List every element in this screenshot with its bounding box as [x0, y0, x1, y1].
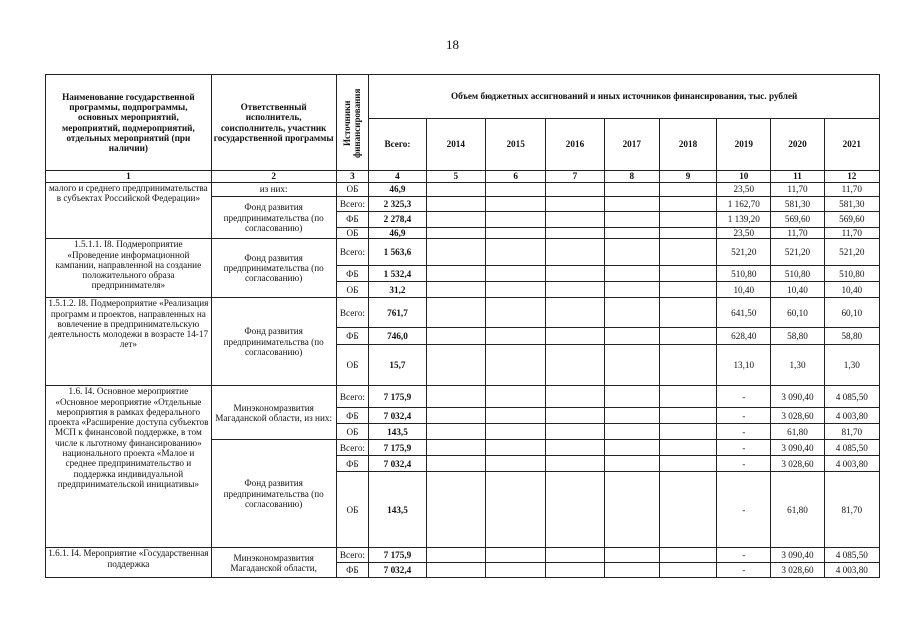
- row-source: ФБ: [336, 563, 369, 578]
- row-2021: 81,70: [824, 424, 879, 440]
- row-2021: 60,10: [824, 298, 879, 328]
- row-responsible: Минэкономразвития Магаданской области,: [211, 548, 336, 578]
- row-total: 7 032,4: [369, 456, 426, 472]
- row-total: 7 032,4: [369, 408, 426, 424]
- row-total: 143,5: [369, 472, 426, 548]
- row-source: Всего:: [336, 386, 369, 408]
- row-2021: 4 085,50: [824, 548, 879, 563]
- row-total: 46,9: [369, 228, 426, 239]
- column-number: 11: [771, 171, 824, 183]
- row-total: 31,2: [369, 282, 426, 298]
- row-source: ОБ: [336, 228, 369, 239]
- row-total: 7 175,9: [369, 548, 426, 563]
- row-source: Всего:: [336, 197, 369, 212]
- row-total: 7 175,9: [369, 386, 426, 408]
- row-2021: 11,70: [824, 183, 879, 197]
- row-source: ОБ: [336, 472, 369, 548]
- row-2019: -: [717, 424, 771, 440]
- row-source: ОБ: [336, 183, 369, 197]
- row-total: 7 175,9: [369, 440, 426, 456]
- row-2021: 4 085,50: [824, 440, 879, 456]
- header-year: 2016: [546, 119, 604, 171]
- row-2021: 4 085,50: [824, 386, 879, 408]
- row-name: малого и среднего предпринимательства в субъектах Российской Федерации»: [46, 183, 212, 239]
- row-2019: -: [717, 472, 771, 548]
- page-number: 18: [446, 37, 459, 52]
- header-responsible-column: Ответственный исполнитель, соисполнитель, участник государственной программы: [211, 75, 336, 171]
- table-row: [46, 548, 880, 563]
- row-2020: 569,60: [771, 212, 824, 228]
- row-2019: -: [717, 440, 771, 456]
- row-total: 761,7: [369, 298, 426, 328]
- row-2019: 10,40: [717, 282, 771, 298]
- row-2019: 1 162,70: [717, 197, 771, 212]
- column-number: 2: [211, 171, 336, 183]
- row-2020: 581,30: [771, 197, 824, 212]
- column-number: 6: [485, 171, 545, 183]
- row-2019: 23,50: [717, 228, 771, 239]
- header-year: 2020: [771, 119, 824, 171]
- row-2020: 60,10: [771, 298, 824, 328]
- header-year: 2021: [824, 119, 879, 171]
- header-name-column: Наименование государственной программы, подпрограммы, основных мероприятий, мероприятий, подмероприятий, отдельных мероприятий (при наличии): [46, 75, 212, 171]
- row-total: 746,0: [369, 328, 426, 345]
- row-responsible: Фонд развития предпринимательства (по согласованию): [211, 440, 336, 548]
- row-2021: 10,40: [824, 282, 879, 298]
- row-2020: 58,80: [771, 328, 824, 345]
- row-total: 2 325,3: [369, 197, 426, 212]
- row-2019: -: [717, 456, 771, 472]
- row-2020: 1,30: [771, 345, 824, 386]
- column-number: 8: [604, 171, 659, 183]
- row-2021: 81,70: [824, 472, 879, 548]
- row-source: ОБ: [336, 424, 369, 440]
- row-name: 1.5.1.1. I8. Подмероприятие «Проведение информационной кампании, направленной на создание положительного образа предпринимателя»: [46, 239, 212, 298]
- row-source: ФБ: [336, 212, 369, 228]
- row-2020: 3 090,40: [771, 440, 824, 456]
- column-number: 4: [369, 171, 426, 183]
- row-responsible: Фонд развития предпринимательства (по согласованию): [211, 298, 336, 386]
- row-2020: 3 090,40: [771, 548, 824, 563]
- row-source: Всего:: [336, 548, 369, 563]
- column-number: 5: [426, 171, 485, 183]
- column-number: 10: [717, 171, 771, 183]
- row-2019: 521,20: [717, 239, 771, 266]
- row-2021: 1,30: [824, 345, 879, 386]
- row-responsible: Фонд развития предпринимательства (по согласованию): [211, 197, 336, 239]
- row-2019: -: [717, 386, 771, 408]
- row-responsible: Минэкономразвития Магаданской области, из них:: [211, 386, 336, 440]
- row-2019: 628,40: [717, 328, 771, 345]
- row-2019: 1 139,20: [717, 212, 771, 228]
- table-row: [46, 386, 880, 408]
- row-source: ОБ: [336, 282, 369, 298]
- row-total: 2 278,4: [369, 212, 426, 228]
- row-2020: 61,80: [771, 472, 824, 548]
- row-2019: 641,50: [717, 298, 771, 328]
- row-2020: 10,40: [771, 282, 824, 298]
- row-2021: 11,70: [824, 228, 879, 239]
- table-row: [46, 183, 880, 197]
- row-2020: 521,20: [771, 239, 824, 266]
- row-total: 7 032,4: [369, 563, 426, 578]
- row-2020: 510,80: [771, 266, 824, 282]
- row-2019: -: [717, 548, 771, 563]
- header-total: Всего:: [369, 119, 426, 171]
- header-year: 2014: [426, 119, 485, 171]
- row-2020: 3 028,60: [771, 456, 824, 472]
- row-source: Всего:: [336, 239, 369, 266]
- row-2021: 569,60: [824, 212, 879, 228]
- row-2021: 510,80: [824, 266, 879, 282]
- header-year: 2018: [659, 119, 716, 171]
- row-total: 143,5: [369, 424, 426, 440]
- row-2020: 3 090,40: [771, 386, 824, 408]
- row-source: ФБ: [336, 408, 369, 424]
- row-2019: 23,50: [717, 183, 771, 197]
- row-name: 1.5.1.2. I8. Подмероприятие «Реализация программ и проектов, направленных на вовлечение в предпринимательскую деятельность молодежи в возрасте 14-17 лет»: [46, 298, 212, 386]
- row-source: ФБ: [336, 266, 369, 282]
- header-year: 2015: [485, 119, 545, 171]
- row-total: 46,9: [369, 183, 426, 197]
- row-total: 1 532,4: [369, 266, 426, 282]
- row-source: ОБ: [336, 345, 369, 386]
- row-2019: -: [717, 563, 771, 578]
- header-volume: Объем бюджетных ассигнований и иных источников финансирования, тыс. рублей: [369, 75, 880, 119]
- row-2019: 510,80: [717, 266, 771, 282]
- row-name: 1.6.1. I4. Мероприятие «Государственная поддержка: [46, 548, 212, 578]
- row-name: 1.6. I4. Основное мероприятие «Основное мероприятие «Отдельные мероприятия в рамках федерального проекта «Расширение доступа субъектов МСП к финансовой поддержке, в том числе к льготному финансированию» национального проекта «Малое и среднее предпринимательство и поддержка индивидуальной предпринимательской инициативы»: [46, 386, 212, 548]
- row-source: Всего:: [336, 440, 369, 456]
- column-number: 9: [659, 171, 716, 183]
- row-source: ФБ: [336, 456, 369, 472]
- header-year: 2019: [717, 119, 771, 171]
- row-2021: 4 003,80: [824, 563, 879, 578]
- column-number: 3: [336, 171, 369, 183]
- budget-table: [45, 74, 880, 578]
- row-responsible: Фонд развития предпринимательства (по согласованию): [211, 239, 336, 298]
- column-number: 7: [546, 171, 604, 183]
- row-2020: 61,80: [771, 424, 824, 440]
- row-2021: 521,20: [824, 239, 879, 266]
- row-2021: 58,80: [824, 328, 879, 345]
- row-total: 1 563,6: [369, 239, 426, 266]
- row-2021: 4 003,80: [824, 408, 879, 424]
- header-source-label: Источники финансирования: [341, 87, 362, 158]
- row-2021: 4 003,80: [824, 456, 879, 472]
- column-number: 1: [46, 171, 212, 183]
- row-2020: 3 028,60: [771, 408, 824, 424]
- row-2019: 13,10: [717, 345, 771, 386]
- row-2021: 581,30: [824, 197, 879, 212]
- row-2019: -: [717, 408, 771, 424]
- row-2020: 3 028,60: [771, 563, 824, 578]
- row-2020: 11,70: [771, 228, 824, 239]
- table-row: [46, 298, 880, 328]
- row-source: ФБ: [336, 328, 369, 345]
- column-number: 12: [824, 171, 879, 183]
- row-responsible: из них:: [211, 183, 336, 197]
- header-source-column: [336, 75, 369, 171]
- header-year: 2017: [604, 119, 659, 171]
- table-row: [46, 239, 880, 266]
- row-total: 15,7: [369, 345, 426, 386]
- row-2020: 11,70: [771, 183, 824, 197]
- row-source: Всего:: [336, 298, 369, 328]
